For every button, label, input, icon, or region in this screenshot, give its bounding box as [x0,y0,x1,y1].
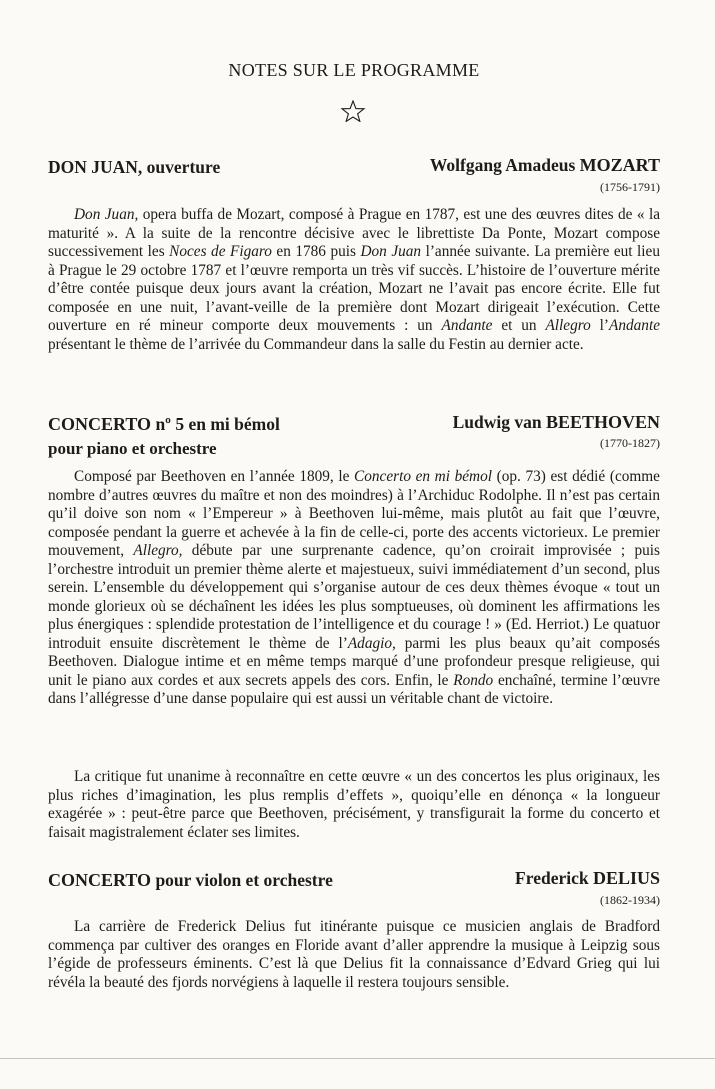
text-run: l’année suivante. La première eut lieu à Prague le 29 octobre 1787 et l’œuvre remporta un très vif succès. L’histoire de l’ouverture mérite d’être contée puisque deux jours avant la création, Mozart ne l’avait pas encore écrite. Elle fut composée en une nuit, l’avant-veille de la première dont Mozart dirigeait l’exécution. Cette ouverture en ré mineur comporte deux mouvements : un [48,243,660,334]
piece-title: DON JUAN, ouverture [48,157,221,177]
italic-text: Don Juan [360,243,422,260]
text-run: Composé par Beethoven en l’année 1809, le [74,468,355,485]
italic-text: Concerto en mi bémol [354,468,492,485]
text-run: enchaîné, termine l’œuvre dans l’allégresse d’une danse populaire qui est aussi un véritable chant de victoire. [48,671,660,707]
text-run: opera buffa de Mozart, composé à Prague en 1787, est une des œuvres dites de « la maturité ». A la suite de la rencontre décisive avec le librettiste Da Ponte, Mozart compose successivement les [48,206,660,260]
text-run: parmi les plus beaux qu’ait composés Beethoven. Dialogue intime et en même temps marqué d’une profondeur presque religieuse, qui unit le piano aux cordes et aux secrets appels des cors. Enfin, le [48,634,661,689]
italic-text: Rondo [453,671,494,689]
composer-last-name: BEETHOVEN [545,412,660,432]
piece-title [48,412,280,461]
paragraph: La critique fut unanime à reconnaître en cette œuvre « un des concertos les plus originaux, les plus riches d’imagination, les plus remplis d’effets », quoiqu’elle en dénonça « la longueur exagérée » : peut-être parce que Beethoven, précisément, y transfigurait la forme du concerto et faisait magistralement éclater ses limites. [48,768,660,841]
italic-text: Adagio, [347,634,396,652]
text-run: débute par une surprenante cadence, qu’on croirait improvisée ; puis l’orchestre introduit un premier thème alerte et majestueux, suivi immédiatement d’un second, plus serein. L’ensemble du développement qui s’organise autour de ces deux thèmes évoque « tout un monde glorieux où se déchaînent les idées les plus somptueuses, où dominent les affirmations les plus énergiques : splendide protestation de l’intelligence et du courage ! » (Ed. Herriot.) Le quatuor introduit ensuite discrètement le thème de l’ [48,542,660,652]
composer-dates: (1862-1934) [600,893,660,907]
paragraph [48,468,660,709]
page-heading: NOTES SUR LE PROGRAMME [228,60,480,80]
text-run: (op. 73) est dédié (comme nombre d’autres œuvres du maître et non des moindres) à l’Archiduc Rodolphe. Il n’est pas certain qu’il doive son nom « l’Empereur » à Beethoven lui-même, mais plutôt au fait que l’œuvre, composée pendant la guerre et achevée à la fin de celle-ci, porte des accents victorieux. Le premier mouvement, [48,468,660,559]
star-ornament-icon [340,100,366,122]
piece-title-rest: nº 5 en mi bémol [151,414,280,434]
composer-name [515,868,660,889]
composer-name [430,155,660,176]
italic-text: Noces de Figaro [169,243,272,260]
composer-name [453,412,660,433]
italic-text: Allegro, [133,542,183,559]
piece-title-line2: pour piano et orchestre [48,439,217,458]
paragraph [48,206,660,354]
composer-dates: (1756-1791) [600,180,660,194]
composer-first-name: Ludwig van [452,412,542,432]
text-run: l’ [590,317,610,334]
italic-text: Allegro [545,317,591,334]
text-run: en 1786 puis [271,243,361,260]
page-edge-line [0,1058,715,1059]
piece-title-main: CONCERTO [48,414,152,434]
composer-last-name: DELIUS [592,868,660,888]
italic-text: Andante [609,317,660,334]
piece-title-main: CONCERTO [48,870,152,890]
paragraph: La carrière de Frederick Delius fut itinérante puisque ce musicien anglais de Bradford commença par cultiver des oranges en Floride avant d’aller apprendre la musique à Leipzig sous l’égide de professeurs éminents. C’est là que Delius fit la connaissance d’Edvard Grieg qui lui révéla la beauté des fjords norvégiens à laquelle il restera toujours sensible. [48,918,660,991]
piece-title [48,868,333,892]
composer-first-name: Frederick [515,868,589,888]
italic-text: Andante [441,317,493,334]
composer-last-name: MOZART [579,155,660,175]
composer-first-name: Wolfgang Amadeus [429,155,576,175]
text-run: présentant le thème de l’arrivée du Commandeur dans la salle du Festin au dernier acte. [48,335,584,353]
italic-text: Don Juan, [74,206,139,223]
piece-title-rest: pour violon et orchestre [151,870,333,890]
text-run: et un [492,317,546,334]
composer-dates: (1770-1827) [600,436,660,450]
